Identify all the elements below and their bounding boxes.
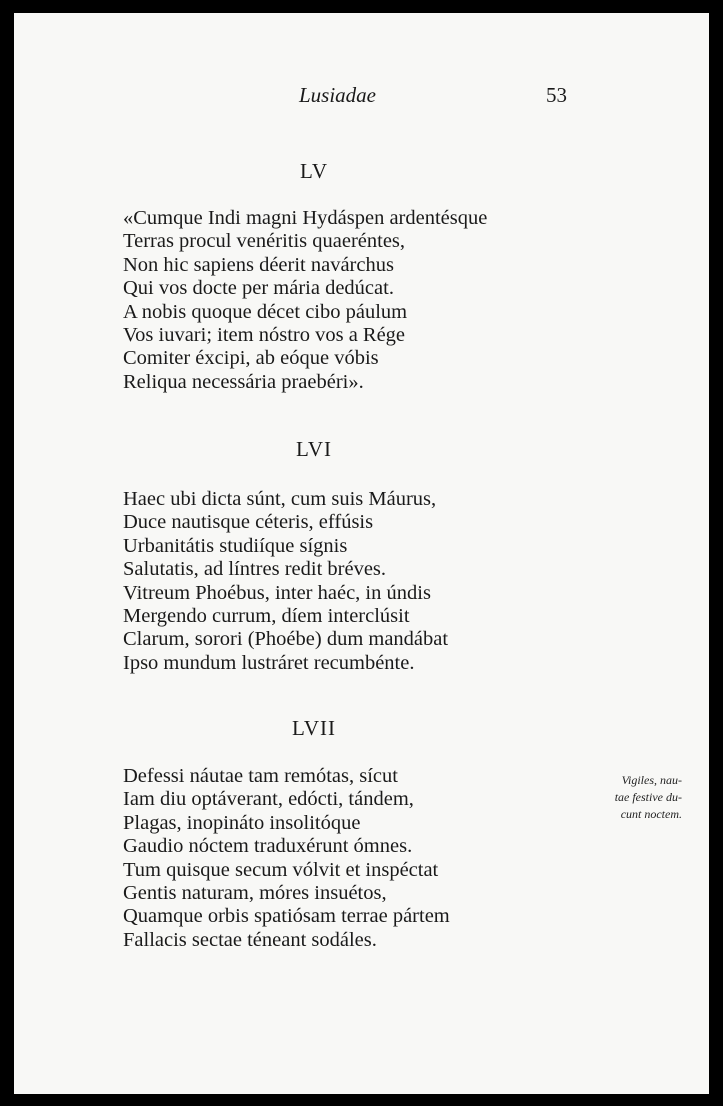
stanza-number-lvi: LVI	[295, 437, 333, 461]
book-page	[14, 13, 709, 1094]
stanza-lv	[123, 207, 487, 394]
marginal-note-line: Vigiles, nau-	[621, 773, 682, 787]
marginal-note-line: tae festive du-	[614, 790, 682, 804]
verse-line: Tum quisque secum vólvit et inspéctat	[123, 858, 439, 881]
verse-line: Reliqua necessária praebéri».	[123, 370, 364, 393]
verse-line: Fallacis sectae téneant sodáles.	[123, 928, 377, 951]
stanza-lvii	[123, 765, 450, 952]
verse-line: Vos iuvari; item nóstro vos a Rége	[123, 324, 406, 347]
verse-line: Defessi náutae tam remótas, sícut	[123, 765, 398, 787]
verse-line: Gaudio nóctem traduxérunt ómnes.	[123, 835, 413, 858]
verse-line: Non hic sapiens déerit navárchus	[123, 253, 394, 276]
verse-line: Salutatis, ad líntres redit bréves.	[123, 558, 387, 581]
verse-line: Comiter éxcipi, ab eóque vóbis	[123, 347, 379, 370]
verse-line: Vitreum Phoébus, inter haéc, in úndis	[123, 581, 431, 604]
verse-line: Haec ubi dicta súnt, cum suis Máurus,	[123, 488, 437, 510]
verse-line: Gentis naturam, móres insuétos,	[123, 882, 387, 905]
verse-line: Urbanitátis studiíque sígnis	[123, 534, 348, 557]
verse-line: Clarum, sorori (Phoébe) dum mandábat	[123, 628, 449, 651]
running-title: Lusiadae	[299, 83, 377, 107]
marginal-note-line: cunt noctem.	[620, 807, 682, 821]
verse-line: Qui vos docte per mária dedúcat.	[123, 277, 394, 300]
verse-line: Plagas, inopináto insolitóque	[123, 811, 361, 834]
verse-line: Quamque orbis spatiósam terrae pártem	[123, 905, 450, 928]
verse-line: Ipso mundum lustráret recumbénte.	[123, 651, 415, 674]
stanza-number-lv: LV	[299, 159, 329, 183]
verse-line: Terras procul venéritis quaeréntes,	[123, 230, 406, 253]
verse-line: A nobis quoque décet cibo páulum	[123, 300, 408, 323]
stanza-lvi	[123, 488, 448, 675]
stanza-number-lvii: LVII	[291, 716, 337, 740]
verse-line: Mergendo currum, díem interclúsit	[123, 605, 410, 628]
marginal-note	[552, 772, 682, 823]
verse-line: Iam diu optáverant, edócti, tándem,	[123, 788, 414, 811]
verse-line: Duce nautisque céteris, effúsis	[123, 511, 374, 534]
verse-line: «Cumque Indi magni Hydáspen ardentésque	[123, 207, 488, 229]
page-number: 53	[546, 83, 567, 107]
